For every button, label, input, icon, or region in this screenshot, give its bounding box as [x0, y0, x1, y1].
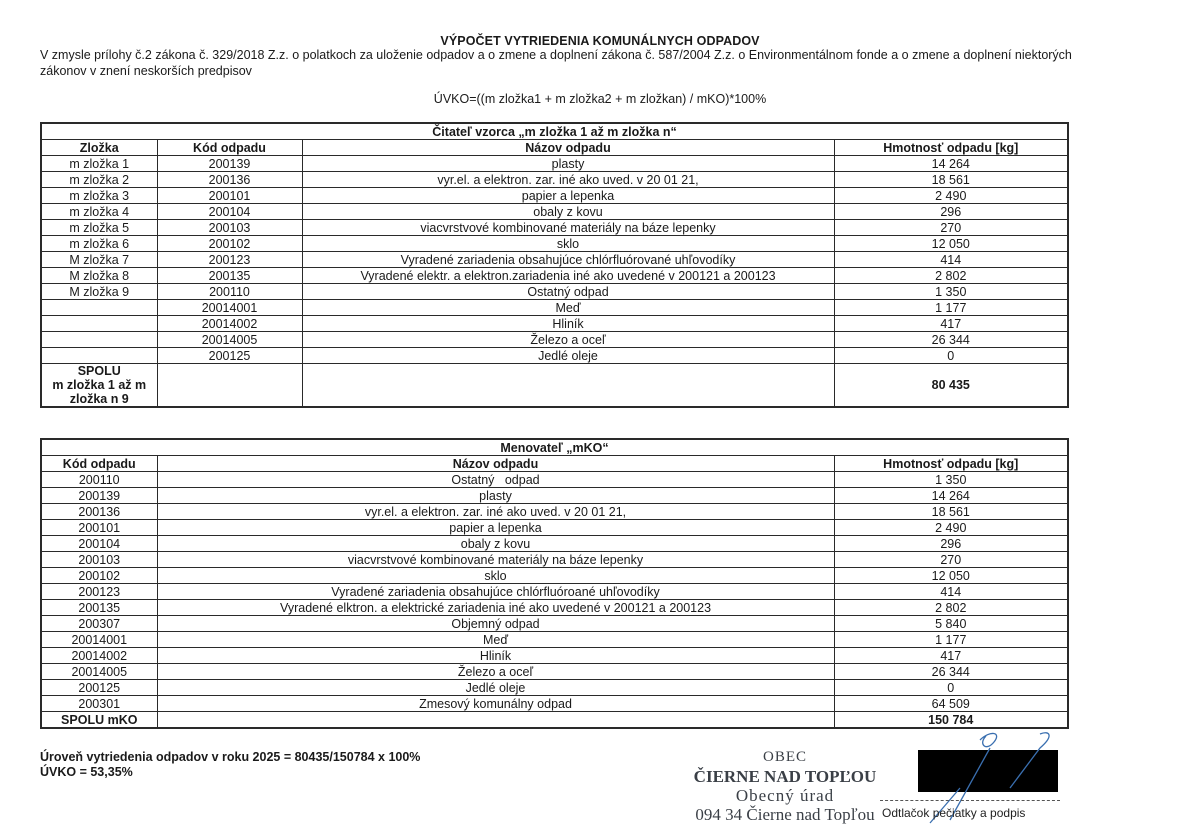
- table-row: [41, 520, 1068, 536]
- weight-cell: 414: [834, 584, 1068, 600]
- name-cell: papier a lepenka: [157, 520, 834, 536]
- table-caption-row: [41, 439, 1068, 456]
- name-cell: Zmesový komunálny odpad: [157, 696, 834, 712]
- weight-cell: 14 264: [834, 156, 1068, 172]
- table-row: [41, 584, 1068, 600]
- name-cell: Hliník: [302, 316, 834, 332]
- formula: ÚVKO=((m zložka1 + m zložka2 + m zložkan) / mKO)*100%: [433, 92, 767, 106]
- stamp-line-4: 094 34 Čierne nad Topľou: [695, 805, 875, 824]
- code-cell: 200301: [41, 696, 157, 712]
- total-label-line: zložka n 9: [69, 392, 129, 406]
- table-row: [41, 188, 1068, 204]
- name-cell: Objemný odpad: [157, 616, 834, 632]
- table-row: [41, 696, 1068, 712]
- name-cell: Jedlé oleje: [302, 348, 834, 364]
- name-cell: Vyradené zariadenia obsahujúce chlórfluóroané uhľovodíky: [157, 584, 834, 600]
- name-cell: viacvrstvové kombinované materiály na báze lepenky: [302, 220, 834, 236]
- header-code: Kód odpadu: [157, 140, 302, 156]
- numerator-table: [40, 122, 1069, 408]
- stamp-line-1: OBEC: [762, 749, 807, 765]
- code-cell: 200110: [157, 284, 302, 300]
- code-cell: 200125: [157, 348, 302, 364]
- code-cell: 200135: [41, 600, 157, 616]
- table-row: [41, 284, 1068, 300]
- empty-cell: [302, 364, 834, 408]
- name-cell: sklo: [302, 236, 834, 252]
- name-cell: obaly z kovu: [157, 536, 834, 552]
- table-row: [41, 488, 1068, 504]
- total-label-line: m zložka 1 až m: [52, 378, 147, 392]
- table-header-row: [41, 456, 1068, 472]
- code-cell: 200123: [41, 584, 157, 600]
- weight-cell: 1 177: [834, 632, 1068, 648]
- signature-label: Odtlačok pečiatky a podpis: [882, 806, 1026, 820]
- component-cell: M zložka 8: [41, 268, 157, 284]
- name-cell: plasty: [157, 488, 834, 504]
- weight-cell: 0: [834, 348, 1068, 364]
- table-row: [41, 156, 1068, 172]
- weight-cell: 414: [834, 252, 1068, 268]
- table-row: [41, 632, 1068, 648]
- empty-cell: [157, 712, 834, 729]
- header-component: Zložka: [41, 140, 157, 156]
- weight-cell: 12 050: [834, 236, 1068, 252]
- official-stamp: [680, 748, 890, 824]
- code-cell: 200123: [157, 252, 302, 268]
- table-row: [41, 332, 1068, 348]
- weight-cell: 1 350: [834, 284, 1068, 300]
- header-weight: Hmotnosť odpadu [kg]: [834, 456, 1068, 472]
- weight-cell: 1 350: [834, 472, 1068, 488]
- weight-cell: 1 177: [834, 300, 1068, 316]
- signature-line: [880, 800, 1060, 801]
- code-cell: 20014001: [157, 300, 302, 316]
- header-name: Názov odpadu: [302, 140, 834, 156]
- total-value: 80 435: [834, 364, 1068, 408]
- weight-cell: 5 840: [834, 616, 1068, 632]
- code-cell: 200104: [41, 536, 157, 552]
- name-cell: obaly z kovu: [302, 204, 834, 220]
- table-row: [41, 648, 1068, 664]
- component-cell: [41, 316, 157, 332]
- header-weight: Hmotnosť odpadu [kg]: [834, 140, 1068, 156]
- component-cell: m zložka 4: [41, 204, 157, 220]
- code-cell: 200110: [41, 472, 157, 488]
- code-cell: 200103: [157, 220, 302, 236]
- weight-cell: 270: [834, 220, 1068, 236]
- weight-cell: 296: [834, 204, 1068, 220]
- weight-cell: 18 561: [834, 504, 1068, 520]
- result-block: [40, 750, 420, 780]
- table-header-row: [41, 140, 1068, 156]
- name-cell: Vyradené elktron. a elektrické zariadenia iné ako uvedené v 200121 a 200123: [157, 600, 834, 616]
- total-value: 150 784: [834, 712, 1068, 729]
- total-label: SPOLU mKO: [41, 712, 157, 729]
- denominator-table: [40, 438, 1069, 729]
- weight-cell: 14 264: [834, 488, 1068, 504]
- component-cell: M zložka 9: [41, 284, 157, 300]
- total-label-line: SPOLU: [77, 364, 121, 378]
- name-cell: sklo: [157, 568, 834, 584]
- code-cell: 20014001: [41, 632, 157, 648]
- weight-cell: 0: [834, 680, 1068, 696]
- component-cell: m zložka 3: [41, 188, 157, 204]
- legal-intro: V zmysle prílohy č.2 zákona č. 329/2018 Z.z. o polatkoch za uloženie odpadov a o zmene a doplnení zákona č. 587/2004 Z.z. o Environmentálnom fonde a o zmene a doplnení niektorých zákonov v znení neskorších predpisov: [40, 48, 1072, 78]
- name-cell: plasty: [302, 156, 834, 172]
- code-cell: 200104: [157, 204, 302, 220]
- table-row: [41, 568, 1068, 584]
- table-row: [41, 316, 1068, 332]
- component-cell: m zložka 1: [41, 156, 157, 172]
- code-cell: 200139: [41, 488, 157, 504]
- name-cell: vyr.el. a elektron. zar. iné ako uved. v 20 01 21,: [157, 504, 834, 520]
- component-cell: m zložka 6: [41, 236, 157, 252]
- document-title: VÝPOČET VYTRIEDENIA KOMUNÁLNYCH ODPADOV: [440, 34, 760, 48]
- name-cell: vyr.el. a elektron. zar. iné ako uved. v 20 01 21,: [302, 172, 834, 188]
- code-cell: 200136: [157, 172, 302, 188]
- component-cell: [41, 332, 157, 348]
- header-name: Názov odpadu: [157, 456, 834, 472]
- total-row: [41, 364, 1068, 408]
- code-cell: 200102: [157, 236, 302, 252]
- table-caption-row: [41, 123, 1068, 140]
- table-row: [41, 348, 1068, 364]
- weight-cell: 2 490: [834, 188, 1068, 204]
- weight-cell: 12 050: [834, 568, 1068, 584]
- numerator-caption: Čitateľ vzorca „m zložka 1 až m zložka n“: [41, 123, 1068, 140]
- weight-cell: 270: [834, 552, 1068, 568]
- name-cell: Meď: [157, 632, 834, 648]
- code-cell: 200103: [41, 552, 157, 568]
- table-row: [41, 600, 1068, 616]
- code-cell: 200136: [41, 504, 157, 520]
- header-code: Kód odpadu: [41, 456, 157, 472]
- code-cell: 200101: [157, 188, 302, 204]
- table-row: [41, 680, 1068, 696]
- denominator-caption: Menovateľ „mKO“: [41, 439, 1068, 456]
- total-label: [41, 364, 157, 408]
- code-cell: 200307: [41, 616, 157, 632]
- result-value: ÚVKO = 53,35%: [40, 765, 133, 779]
- table-row: [41, 172, 1068, 188]
- table-row: [41, 536, 1068, 552]
- component-cell: m zložka 5: [41, 220, 157, 236]
- code-cell: 20014002: [41, 648, 157, 664]
- name-cell: Železo a oceľ: [157, 664, 834, 680]
- component-cell: m zložka 2: [41, 172, 157, 188]
- code-cell: 20014005: [41, 664, 157, 680]
- table-row: [41, 300, 1068, 316]
- stamp-line-2: ČIERNE NAD TOPĽOU: [693, 767, 877, 786]
- stamp-line-3: Obecný úrad: [735, 786, 835, 805]
- table-row: [41, 252, 1068, 268]
- table-row: [41, 616, 1068, 632]
- name-cell: Jedlé oleje: [157, 680, 834, 696]
- weight-cell: 26 344: [834, 664, 1068, 680]
- component-cell: M zložka 7: [41, 252, 157, 268]
- weight-cell: 2 802: [834, 268, 1068, 284]
- table-row: [41, 552, 1068, 568]
- weight-cell: 2 490: [834, 520, 1068, 536]
- name-cell: viacvrstvové kombinované materiály na báze lepenky: [157, 552, 834, 568]
- component-cell: [41, 300, 157, 316]
- result-formula: Úroveň vytriedenia odpadov v roku 2025 = 80435/150784 x 100%: [40, 750, 421, 764]
- table-row: [41, 268, 1068, 284]
- table-row: [41, 472, 1068, 488]
- name-cell: Ostatný odpad: [157, 472, 834, 488]
- name-cell: Meď: [302, 300, 834, 316]
- name-cell: Hliník: [157, 648, 834, 664]
- name-cell: Ostatný odpad: [302, 284, 834, 300]
- table-row: [41, 204, 1068, 220]
- code-cell: 20014005: [157, 332, 302, 348]
- weight-cell: 417: [834, 648, 1068, 664]
- table-row: [41, 236, 1068, 252]
- name-cell: Železo a oceľ: [302, 332, 834, 348]
- empty-cell: [157, 364, 302, 408]
- name-cell: Vyradené elektr. a elektron.zariadenia iné ako uvedené v 200121 a 200123: [302, 268, 834, 284]
- code-cell: 200125: [41, 680, 157, 696]
- name-cell: papier a lepenka: [302, 188, 834, 204]
- component-cell: [41, 348, 157, 364]
- name-cell: Vyradené zariadenia obsahujúce chlórfluórované uhľovodíky: [302, 252, 834, 268]
- code-cell: 200102: [41, 568, 157, 584]
- table-row: [41, 504, 1068, 520]
- weight-cell: 26 344: [834, 332, 1068, 348]
- weight-cell: 18 561: [834, 172, 1068, 188]
- code-cell: 200139: [157, 156, 302, 172]
- table-row: [41, 664, 1068, 680]
- weight-cell: 296: [834, 536, 1068, 552]
- total-row: [41, 712, 1068, 729]
- code-cell: 200101: [41, 520, 157, 536]
- code-cell: 200135: [157, 268, 302, 284]
- weight-cell: 2 802: [834, 600, 1068, 616]
- weight-cell: 64 509: [834, 696, 1068, 712]
- code-cell: 20014002: [157, 316, 302, 332]
- table-row: [41, 220, 1068, 236]
- weight-cell: 417: [834, 316, 1068, 332]
